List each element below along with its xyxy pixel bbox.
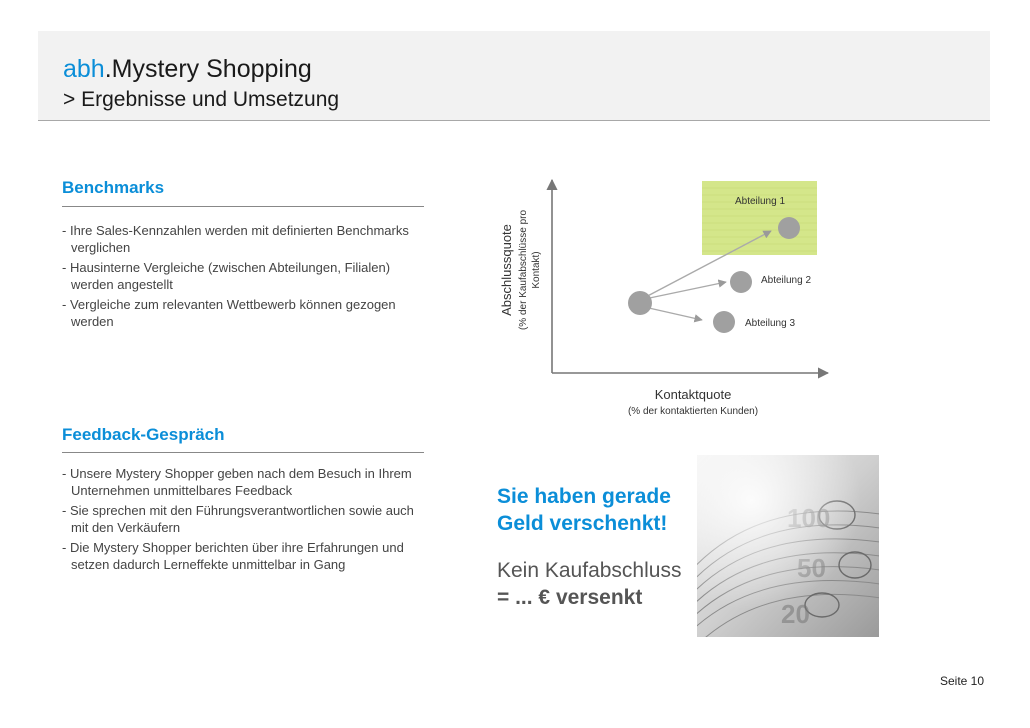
origin-dot xyxy=(628,291,652,315)
list-item: - Ihre Sales-Kennzahlen werden mit definierten Benchmarks verglichen xyxy=(62,223,432,256)
benchmarks-heading: Benchmarks xyxy=(62,178,165,197)
dept3-dot xyxy=(713,311,735,333)
benchmarks-rule xyxy=(62,206,424,207)
callout-subline xyxy=(497,557,681,611)
benchmarks-list xyxy=(62,223,432,334)
header-divider xyxy=(38,120,990,121)
title-text: .Mystery Shopping xyxy=(104,55,312,83)
page-subtitle: > Ergebnisse und Umsetzung xyxy=(63,88,340,111)
callout-line-2: Geld verschenkt! xyxy=(497,512,668,535)
list-item: - Die Mystery Shopper berichten über ihre Erfahrungen und setzen dadurch Lerneffekte unmittelbar in Gang xyxy=(62,540,432,573)
list-item: - Hausinterne Vergleiche (zwischen Abteilungen, Filialen) werden angestellt xyxy=(62,260,432,293)
dept1-dot xyxy=(778,217,800,239)
list-item: - Unsere Mystery Shopper geben nach dem Besuch in Ihrem Unternehmen unmittelbares Feedback xyxy=(62,466,432,499)
list-item: - Vergleiche zum relevanten Wettbewerb können gezogen werden xyxy=(62,297,432,330)
y-axis-sublabel-2: Kontakt) xyxy=(531,251,542,289)
page-title xyxy=(63,55,312,84)
arrow-to-dept2 xyxy=(640,282,726,300)
x-axis-label: Kontaktquote xyxy=(654,387,732,402)
dept1-label: Abteilung 1 xyxy=(734,196,786,207)
feedback-heading: Feedback-Gespräch xyxy=(62,425,225,444)
list-item: - Sie sprechen mit den Führungsverantwortlichen sowie auch mit den Verkäufern xyxy=(62,503,432,536)
callout-line-1: Sie haben gerade xyxy=(497,485,671,508)
euro-banknotes-image xyxy=(697,455,879,637)
x-axis-sublabel: (% der kontaktierten Kunden) xyxy=(627,406,759,417)
feedback-rule xyxy=(62,452,424,453)
callout-line-4: = ... € versenkt xyxy=(497,586,643,609)
page-number: Seite 10 xyxy=(940,674,985,688)
dept2-label: Abteilung 2 xyxy=(760,275,812,286)
y-axis-sublabel-1: (% der Kaufabschlüsse pro xyxy=(518,209,529,331)
y-axis-label: Abschlussquote xyxy=(499,224,514,316)
dept2-dot xyxy=(730,271,752,293)
dept3-label: Abteilung 3 xyxy=(744,318,796,329)
brand-name: abh xyxy=(63,55,105,83)
feedback-list xyxy=(62,466,432,577)
benchmark-diagram xyxy=(490,170,840,420)
callout-headline xyxy=(497,483,671,537)
callout-line-3: Kein Kaufabschluss xyxy=(497,559,682,582)
